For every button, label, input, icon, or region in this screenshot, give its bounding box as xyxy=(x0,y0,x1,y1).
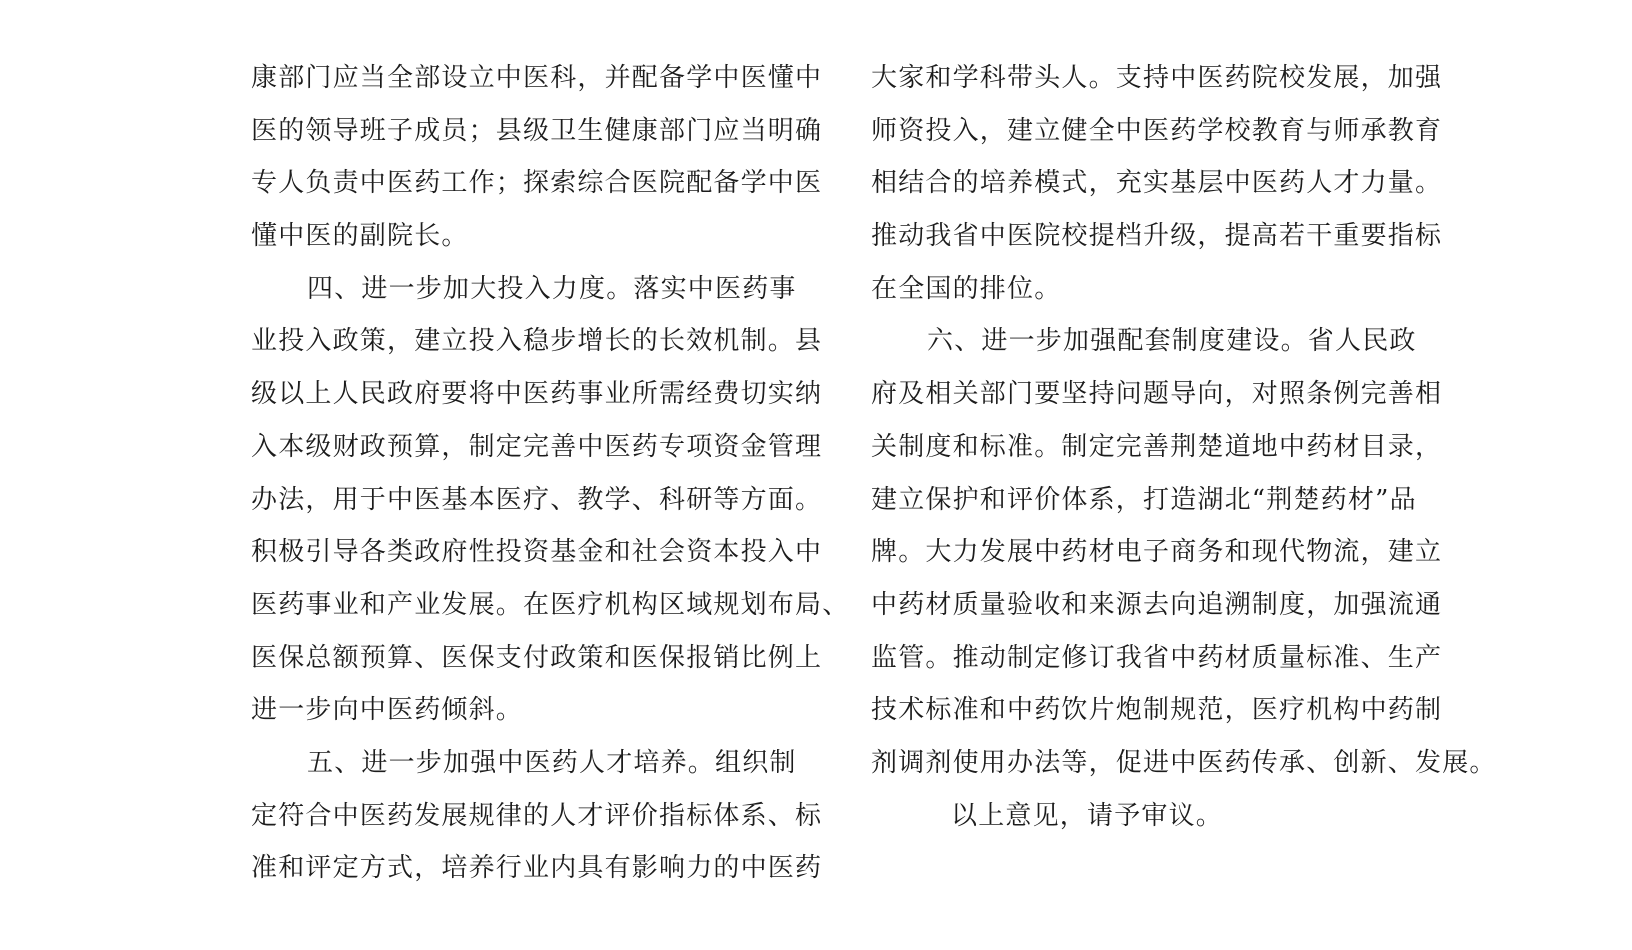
right-text-column xyxy=(871,52,1497,842)
text-line: 四、进一步加大投入力度。落实中医药事 xyxy=(307,273,797,304)
text-line: 关制度和标准。制定完善荆楚道地中药材目录， xyxy=(871,431,1443,462)
text-line: 进一步向中医药倾斜。 xyxy=(251,695,524,726)
text-line: 推动我省中医院校提档升级，提高若干重要指标 xyxy=(871,221,1443,252)
text-line: 剂调剂使用办法等，促进中医药传承、创新、发展。 xyxy=(871,747,1497,778)
text-line: 府及相关部门要坚持问题导向，对照条例完善相 xyxy=(871,379,1443,410)
text-line: 建立保护和评价体系，打造湖北“荆楚药材”品 xyxy=(871,484,1417,515)
text-line: 办法，用于中医基本医疗、教学、科研等方面。 xyxy=(251,484,823,515)
text-line: 康部门应当全部设立中医科，并配备学中医懂中 xyxy=(251,63,823,93)
text-line: 五、进一步加强中医药人才培养。组织制 xyxy=(307,747,797,778)
text-line: 相结合的培养模式，充实基层中医药人才力量。 xyxy=(871,168,1443,199)
text-line: 大家和学科带头人。支持中医药院校发展，加强 xyxy=(871,63,1443,93)
text-line: 监管。推动制定修订我省中药材质量标准、生产 xyxy=(871,642,1443,673)
text-line: 中药材质量验收和来源去向追溯制度，加强流通 xyxy=(871,589,1443,620)
text-line: 医保总额预算、医保支付政策和医保报销比例上 xyxy=(251,642,823,673)
text-line: 牌。大力发展中药材电子商务和现代物流，建立 xyxy=(871,537,1443,568)
text-line: 在全国的排位。 xyxy=(871,273,1062,304)
text-line: 医的领导班子成员；县级卫生健康部门应当明确 xyxy=(251,115,823,146)
text-line: 准和评定方式，培养行业内具有影响力的中医药 xyxy=(251,853,823,884)
text-line: 六、进一步加强配套制度建设。省人民政 xyxy=(927,326,1417,357)
text-line: 技术标准和中药饮片炮制规范，医疗机构中药制 xyxy=(871,695,1443,726)
text-line: 入本级财政预算，制定完善中医药专项资金管理 xyxy=(251,431,823,462)
text-line: 懂中医的副院长。 xyxy=(251,221,469,252)
text-line: 定符合中医药发展规律的人才评价指标体系、标 xyxy=(251,800,823,831)
text-line: 级以上人民政府要将中医药事业所需经费切实纳 xyxy=(251,379,823,410)
text-line: 积极引导各类政府性投资基金和社会资本投入中 xyxy=(251,537,823,568)
left-text-column xyxy=(251,52,850,895)
text-line: 医药事业和产业发展。在医疗机构区域规划布局、 xyxy=(251,589,850,620)
text-line: 专人负责中医药工作；探索综合医院配备学中医 xyxy=(251,168,823,199)
text-line: 以上意见，请予审议。 xyxy=(951,800,1224,831)
text-line: 业投入政策，建立投入稳步增长的长效机制。县 xyxy=(251,326,823,357)
text-line: 师资投入，建立健全中医药学校教育与师承教育 xyxy=(871,115,1443,146)
